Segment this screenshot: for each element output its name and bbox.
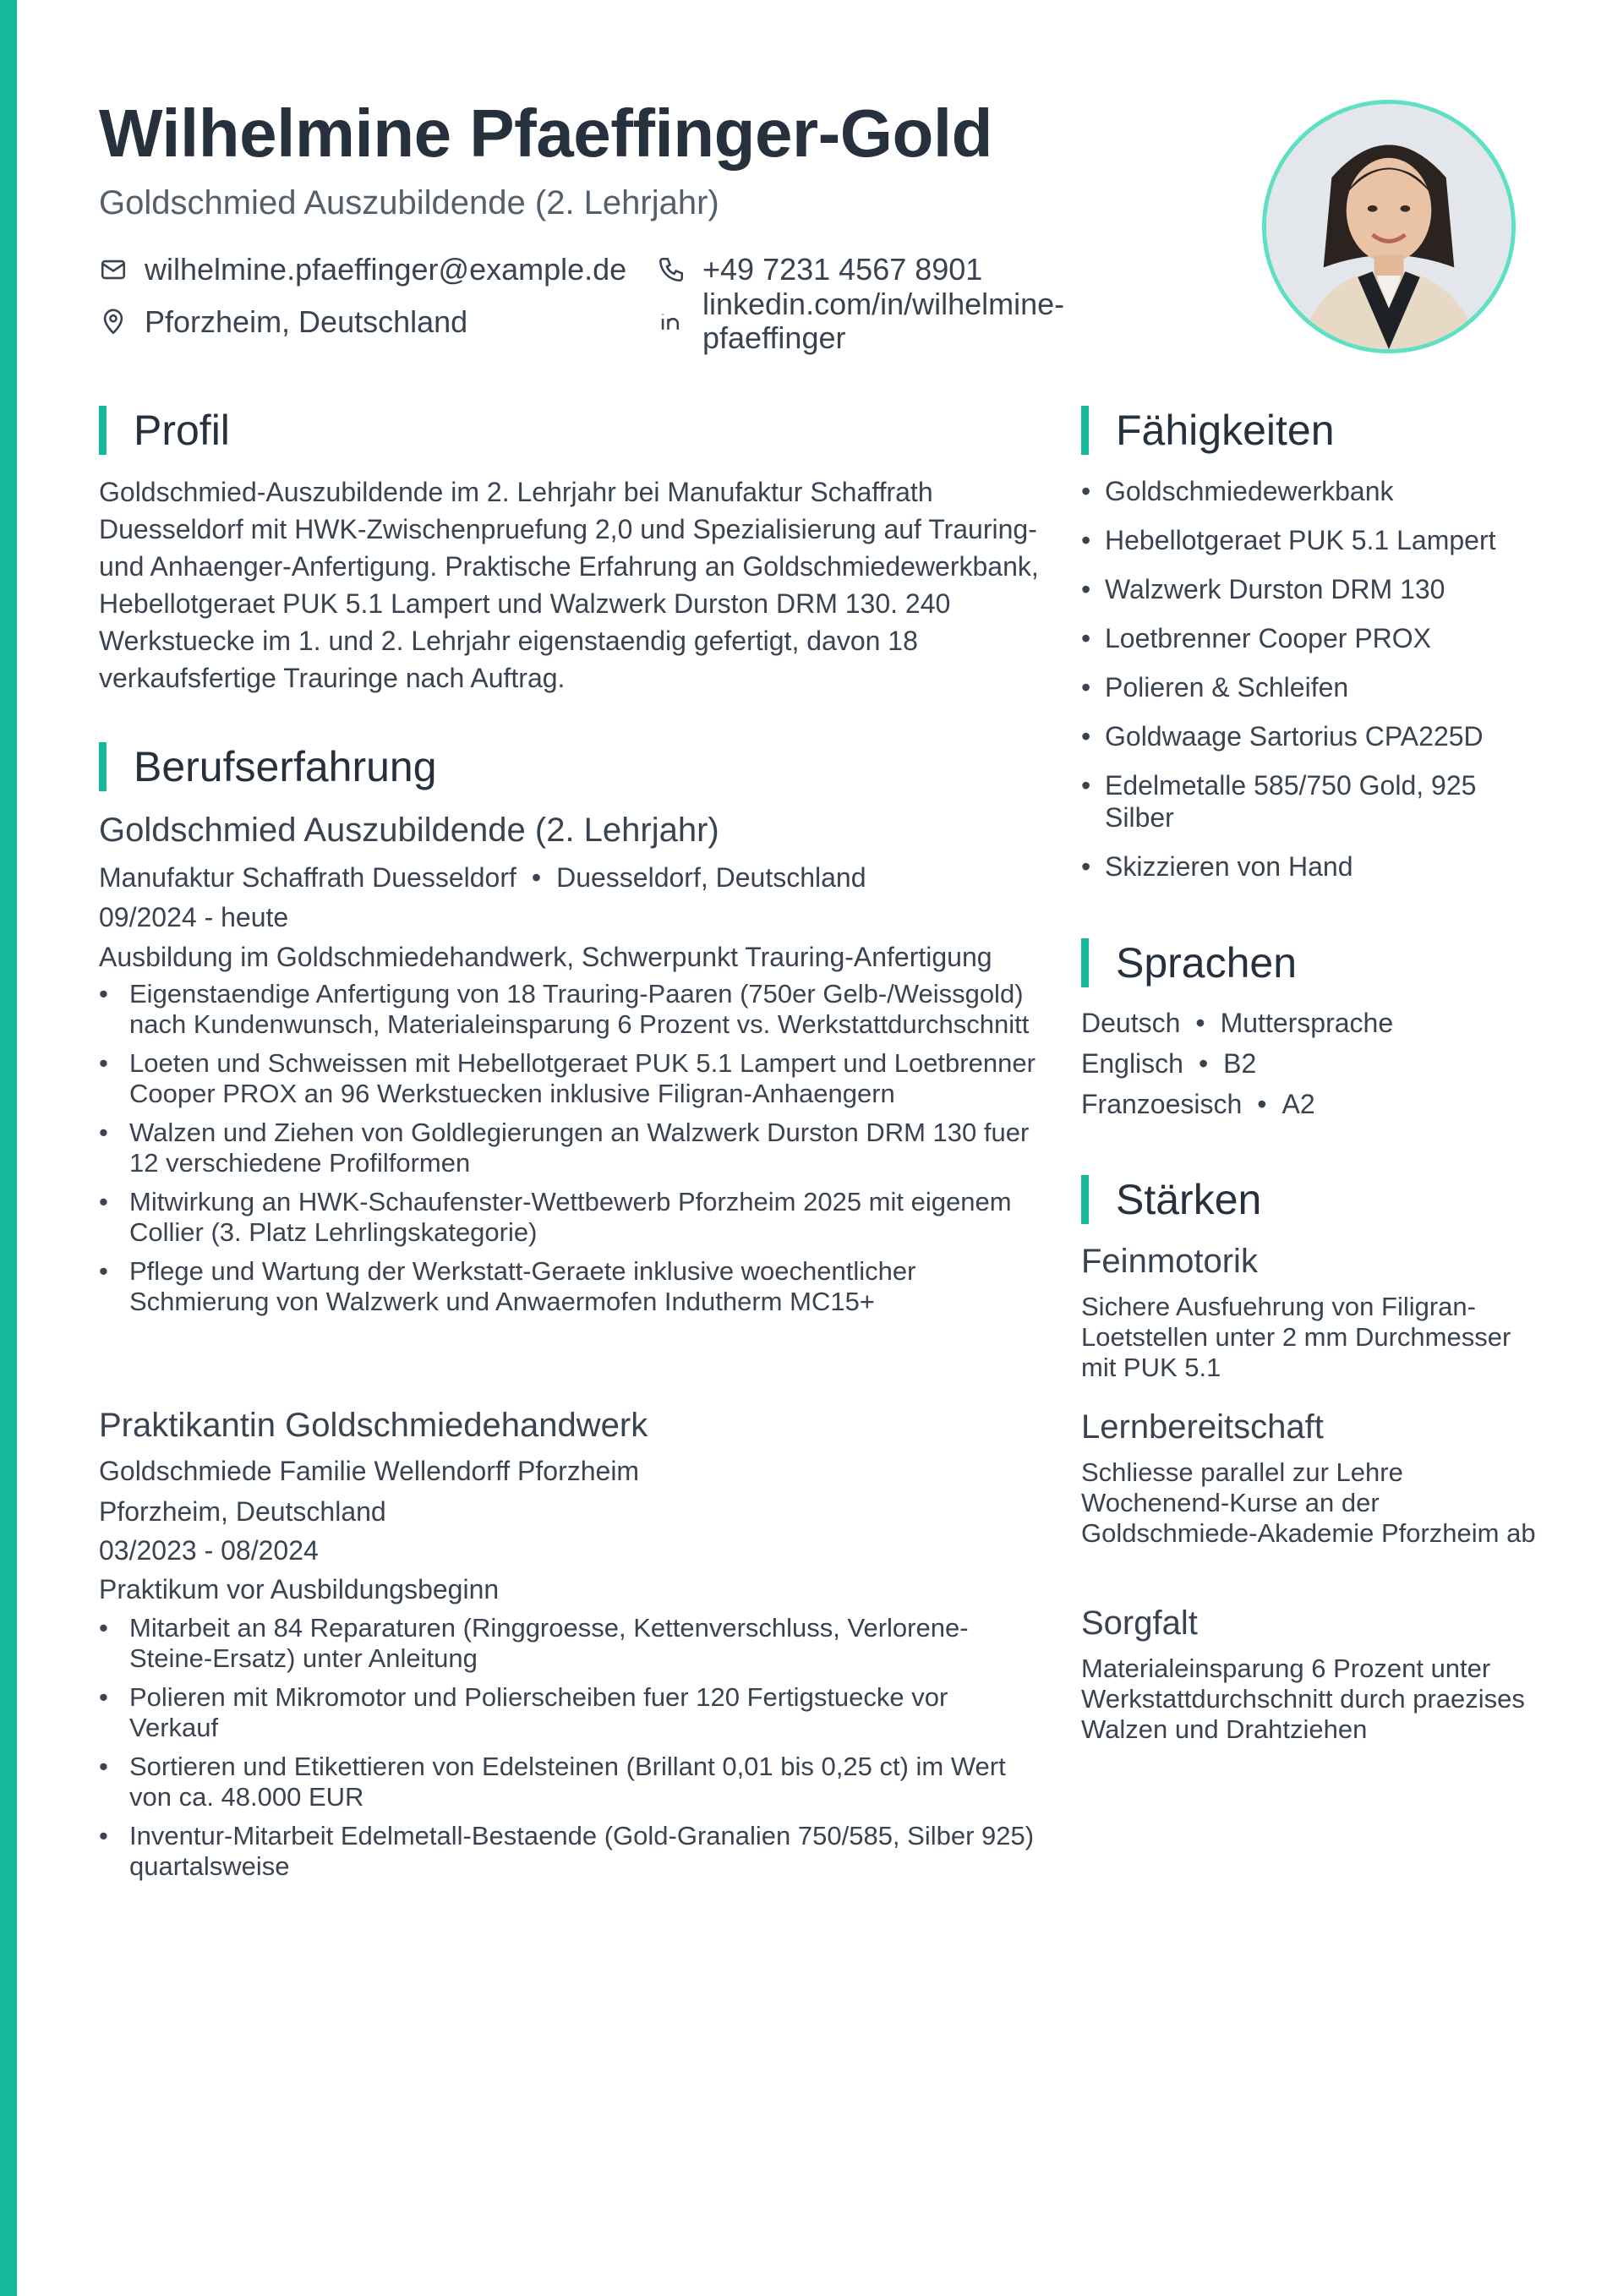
skills-heading: Fähigkeiten — [1081, 406, 1335, 455]
job-title: Praktikantin Goldschmiedehandwerk — [99, 1407, 648, 1444]
list-item: • Sortieren und Etikettieren von Edelsteinen (Brillant 0,01 bis 0,25 ct) im Wert von ca. 48.000 EUR — [99, 1752, 1037, 1812]
language-level: Muttersprache — [1220, 1008, 1394, 1038]
job-location: Pforzheim, Deutschland — [99, 1496, 386, 1527]
skill-item: • Loetbrenner Cooper PROX — [1081, 622, 1521, 654]
strengths-heading: Stärken — [1081, 1175, 1261, 1224]
separator-dot: • — [531, 862, 542, 893]
job-location: Duesseldorf, Deutschland — [556, 862, 866, 893]
contact-phone[interactable] — [657, 252, 982, 287]
language-name: Franzoesisch — [1081, 1089, 1243, 1119]
job-title: Goldschmied Auszubildende (2. Lehrjahr) — [99, 812, 719, 849]
contact-email[interactable] — [99, 252, 626, 287]
list-item: • Inventur-Mitarbeit Edelmetall-Bestaende (Gold-Granalien 750/585, Silber 925) quartalsweise — [99, 1821, 1037, 1882]
portrait-image — [1266, 104, 1511, 349]
language-name: Deutsch — [1081, 1008, 1181, 1038]
skill-item: • Edelmetalle 585/750 Gold, 925 Silber — [1081, 769, 1521, 834]
experience-heading: Berufserfahrung — [99, 742, 437, 791]
language-row — [1081, 1048, 1256, 1080]
job-summary: Praktikum vor Ausbildungsbeginn — [99, 1574, 500, 1604]
email-text: wilhelmine.pfaeffinger@example.de — [145, 252, 627, 287]
skill-item: • Goldschmiedewerkbank — [1081, 475, 1521, 507]
phone-icon — [657, 255, 686, 284]
list-item: • Eigenstaendige Anfertigung von 18 Trauring-Paaren (750er Gelb-/Weissgold) nach Kundenwunsch, Materialeinsparung 6 Prozent vs. Werkstattdurchschnitt — [99, 979, 1037, 1040]
job-summary: Ausbildung im Goldschmiedehandwerk, Schwerpunkt Trauring-Anfertigung — [99, 942, 992, 972]
location-text: Pforzheim, Deutschland — [145, 304, 468, 339]
separator-dot: • — [1195, 1008, 1205, 1038]
accent-bar — [0, 0, 17, 2296]
linkedin-icon — [657, 307, 686, 336]
candidate-headline: Goldschmied Auszubildende (2. Lehrjahr) — [99, 184, 719, 221]
job-bullets — [99, 979, 1037, 1326]
language-level: B2 — [1223, 1048, 1257, 1079]
list-item: • Pflege und Wartung der Werkstatt-Geraete inklusive woechentlicher Schmierung von Walzwerk und Anwaermofen Indutherm MC15+ — [99, 1256, 1037, 1317]
language-level: A2 — [1281, 1089, 1315, 1119]
job-bullets — [99, 1613, 1037, 1890]
profile-text: Goldschmied-Auszubildende im 2. Lehrjahr bei Manufaktur Schaffrath Duesseldorf mit HWK-Zwischenpruefung 2,0 und Spezialisierung auf Trauring- und Anhaenger-Anfertigung. Praktische Erfahrung an Goldschmiedewerkbank, Hebellotgeraet PUK 5.1 Lampert und Walzwerk Durston DRM 130. 240 Werkstuecke im 1. und 2. Lehrjahr eigenstaendig gefertigt, davon 18 verkaufsfertige Trauringe nach Auftrag. — [99, 477, 1039, 693]
list-item: • Polieren mit Mikromotor und Polierscheiben fuer 120 Fertigstuecke vor Verkauf — [99, 1682, 1037, 1743]
strength-title: Sorgfalt — [1081, 1604, 1198, 1642]
profile-heading: Profil — [99, 406, 230, 455]
list-item: • Walzen und Ziehen von Goldlegierungen an Walzwerk Durston DRM 130 fuer 12 verschiedene Profilformen — [99, 1118, 1037, 1178]
linkedin-text: linkedin.com/in/wilhelmine-pfaeffinger — [702, 287, 1065, 355]
strength-text: Schliesse parallel zur Lehre Wochenend-Kurse an der Goldschmiede-Akademie Pforzheim ab — [1081, 1457, 1536, 1548]
language-row — [1081, 1008, 1393, 1039]
separator-dot: • — [1257, 1089, 1267, 1119]
skills-list — [1081, 475, 1521, 899]
language-row — [1081, 1089, 1315, 1120]
job-dates: 03/2023 - 08/2024 — [99, 1535, 319, 1566]
job-company: Manufaktur Schaffrath Duesseldorf — [99, 862, 516, 893]
strength-title: Feinmotorik — [1081, 1243, 1258, 1280]
job-company: Goldschmiede Familie Wellendorff Pforzheim — [99, 1456, 640, 1486]
strength-text: Sichere Ausfuehrung von Filigran-Loetstellen unter 2 mm Durchmesser mit PUK 5.1 — [1081, 1292, 1511, 1382]
list-item: • Mitarbeit an 84 Reparaturen (Ringgroesse, Kettenverschluss, Verlorene-Steine-Ersatz) unter Anleitung — [99, 1613, 1037, 1674]
mail-icon — [99, 255, 128, 284]
languages-heading: Sprachen — [1081, 938, 1297, 987]
job-company-line — [99, 862, 866, 894]
contact-linkedin[interactable] — [657, 287, 1142, 355]
separator-dot: • — [1198, 1048, 1209, 1079]
list-item: • Mitwirkung an HWK-Schaufenster-Wettbewerb Pforzheim 2025 mit eigenem Collier (3. Platz Lehrlingskategorie) — [99, 1187, 1037, 1248]
job-dates: 09/2024 - heute — [99, 902, 289, 932]
phone-text: +49 7231 4567 8901 — [702, 252, 983, 287]
location-pin-icon — [99, 308, 128, 336]
candidate-name: Wilhelmine Pfaeffinger-Gold — [99, 96, 992, 171]
skill-item: • Polieren & Schleifen — [1081, 671, 1521, 703]
skill-item: • Goldwaage Sartorius CPA225D — [1081, 720, 1521, 752]
list-item: • Loeten und Schweissen mit Hebellotgeraet PUK 5.1 Lampert und Loetbrenner Cooper PROX an 96 Werkstuecken inklusive Filigran-Anhaengern — [99, 1048, 1037, 1109]
strength-text: Materialeinsparung 6 Prozent unter Werkstattdurchschnitt durch praezises Walzen und Drahtziehen — [1081, 1654, 1525, 1744]
language-name: Englisch — [1081, 1048, 1183, 1079]
profile-photo — [1262, 100, 1516, 353]
skill-item: • Walzwerk Durston DRM 130 — [1081, 573, 1521, 605]
skill-item: • Skizzieren von Hand — [1081, 850, 1521, 883]
contact-location — [99, 304, 467, 340]
skill-item: • Hebellotgeraet PUK 5.1 Lampert — [1081, 524, 1521, 556]
strength-title: Lernbereitschaft — [1081, 1408, 1324, 1446]
